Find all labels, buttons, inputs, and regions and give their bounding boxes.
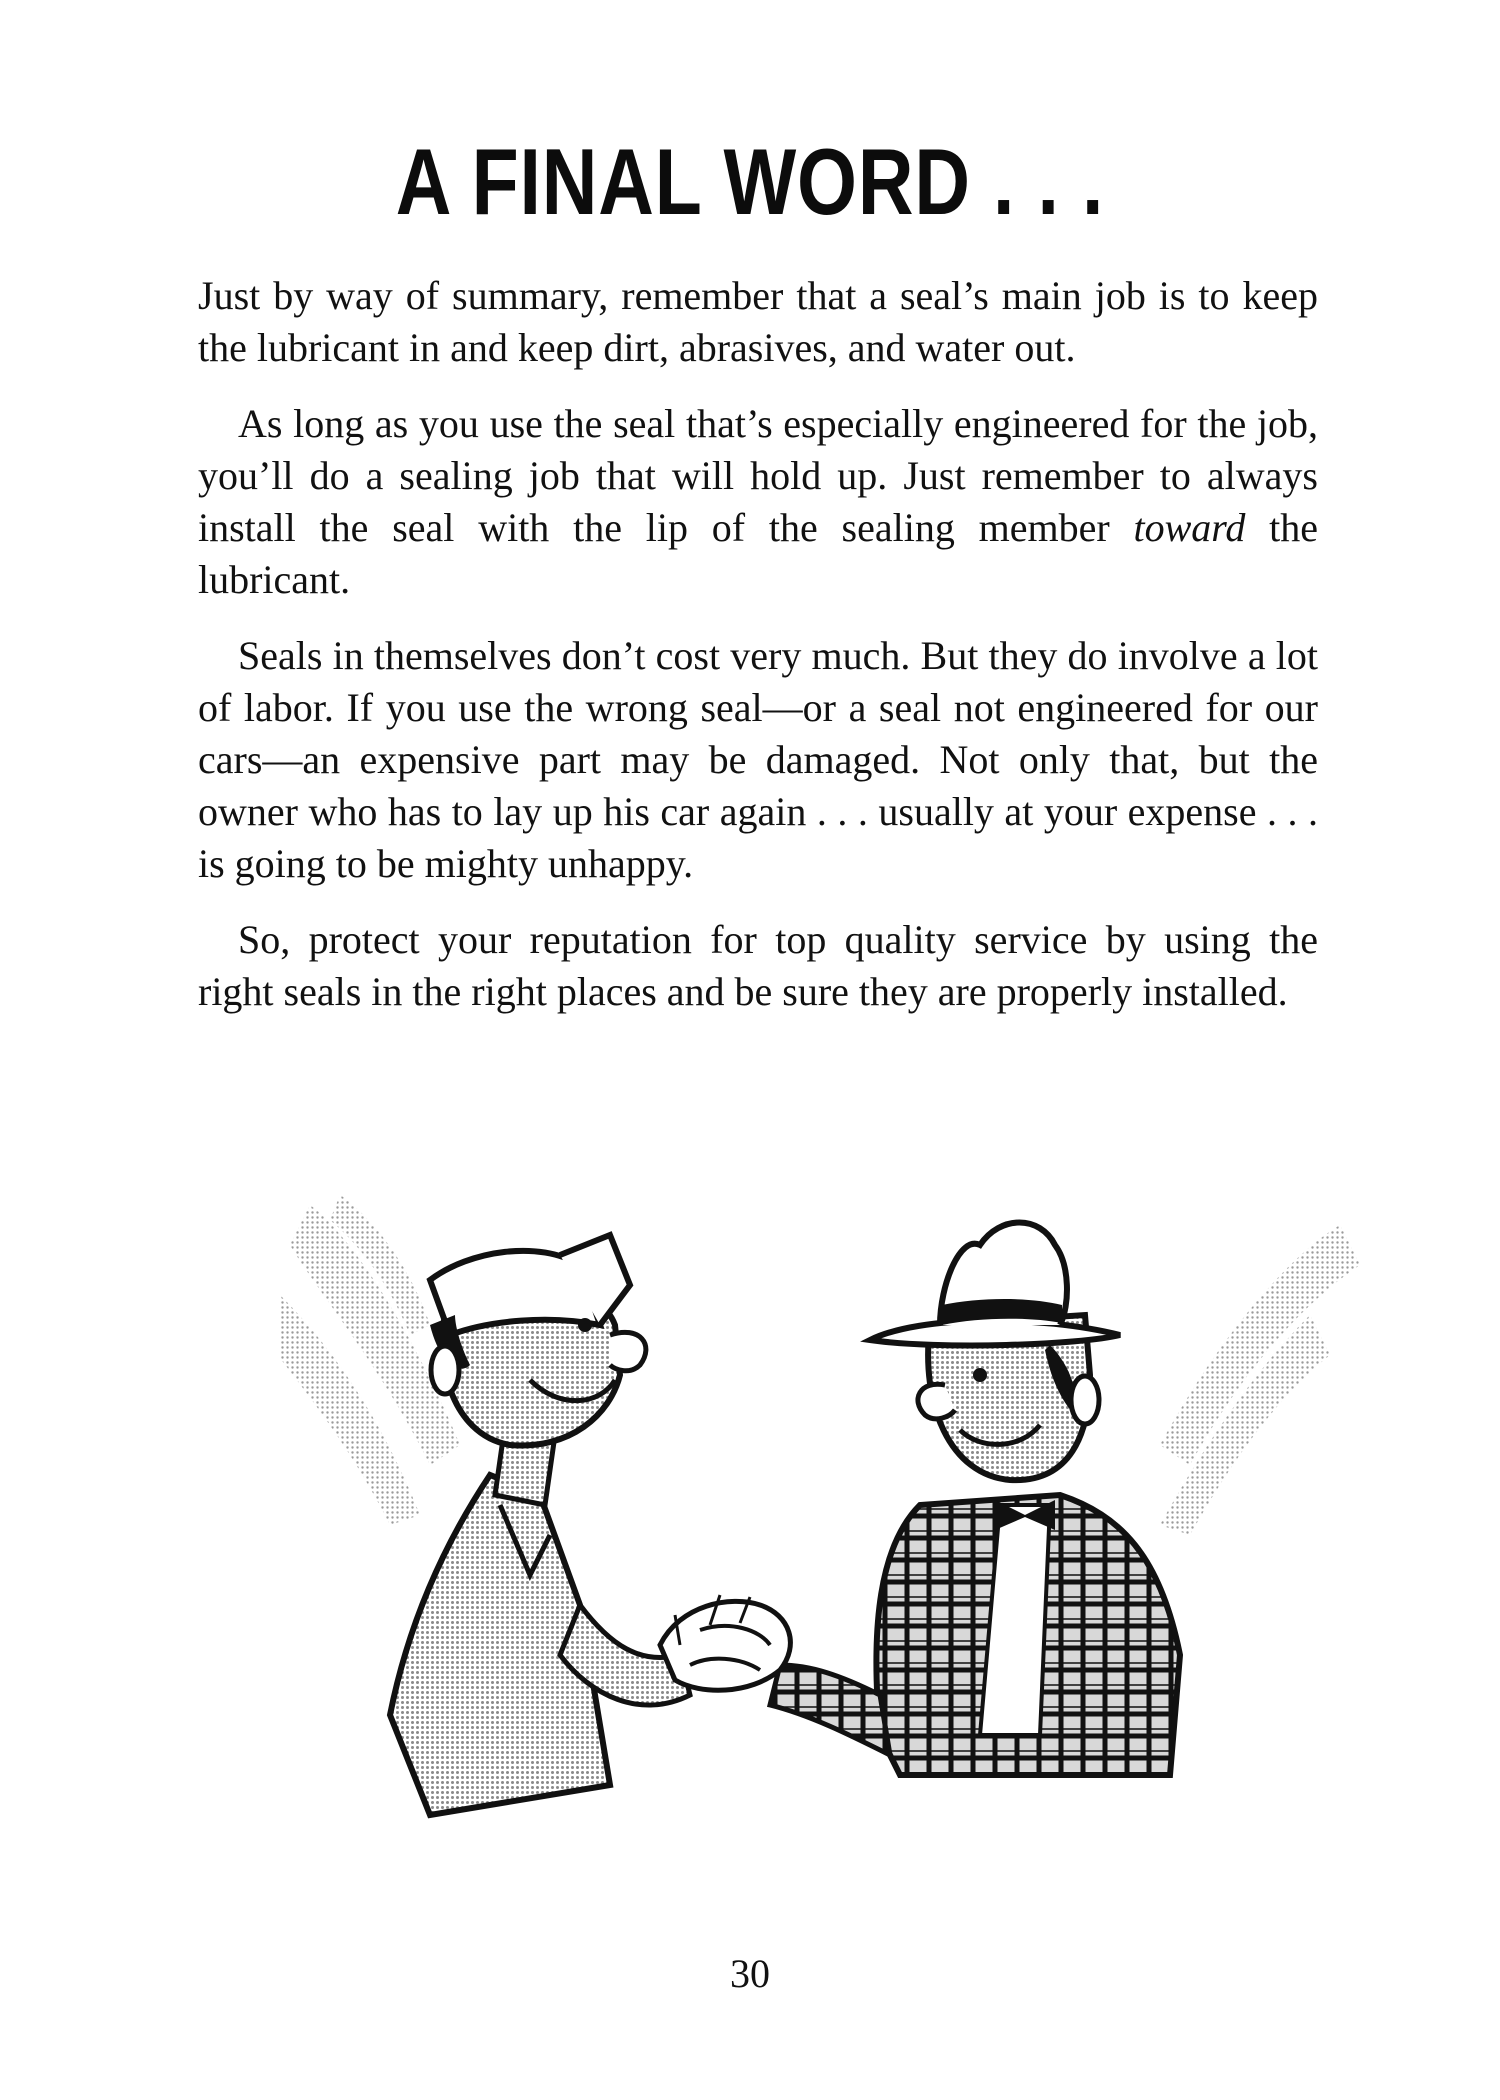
handshake-illustration xyxy=(280,1175,1380,1835)
mechanic-figure xyxy=(390,1235,690,1815)
page-number: 30 xyxy=(730,1951,770,1996)
body-paragraph xyxy=(198,914,1318,1018)
customer-figure xyxy=(770,1223,1180,1776)
paragraph-text: the lubricant. xyxy=(198,505,1318,602)
paragraph-text: Just by way of summary, remember that a seal’s main job is to keep the lubricant in and keep dirt, abrasives, and water out. xyxy=(198,273,1318,370)
body-text xyxy=(198,270,1318,1042)
body-paragraph xyxy=(198,270,1318,374)
emphasis-text: toward xyxy=(1133,505,1246,550)
paragraph-text: As long as you use the seal that’s especially engineered for the job, you’ll do a sealing job that will hold up. Just remember to always install the seal with the lip of the sealing member xyxy=(198,401,1318,550)
right-brush-strokes xyxy=(1160,1225,1360,1535)
paragraph-text: So, protect your reputation for top quality service by using the right seals in the right places and be sure they are properly installed. xyxy=(198,917,1318,1014)
page-title: A FINAL WORD . . . xyxy=(395,129,1105,234)
body-paragraph xyxy=(198,630,1318,890)
paragraph-text: Seals in themselves don’t cost very much. But they do involve a lot of labor. If you use the wrong seal—or a seal not engineered for our cars—an expensive part may be damaged. Not only that, but the owner who has to lay up his car again . . . usually at your expense . . . is going to be mighty unhappy. xyxy=(198,633,1318,886)
clasped-hands xyxy=(660,1595,790,1690)
body-paragraph xyxy=(198,398,1318,606)
